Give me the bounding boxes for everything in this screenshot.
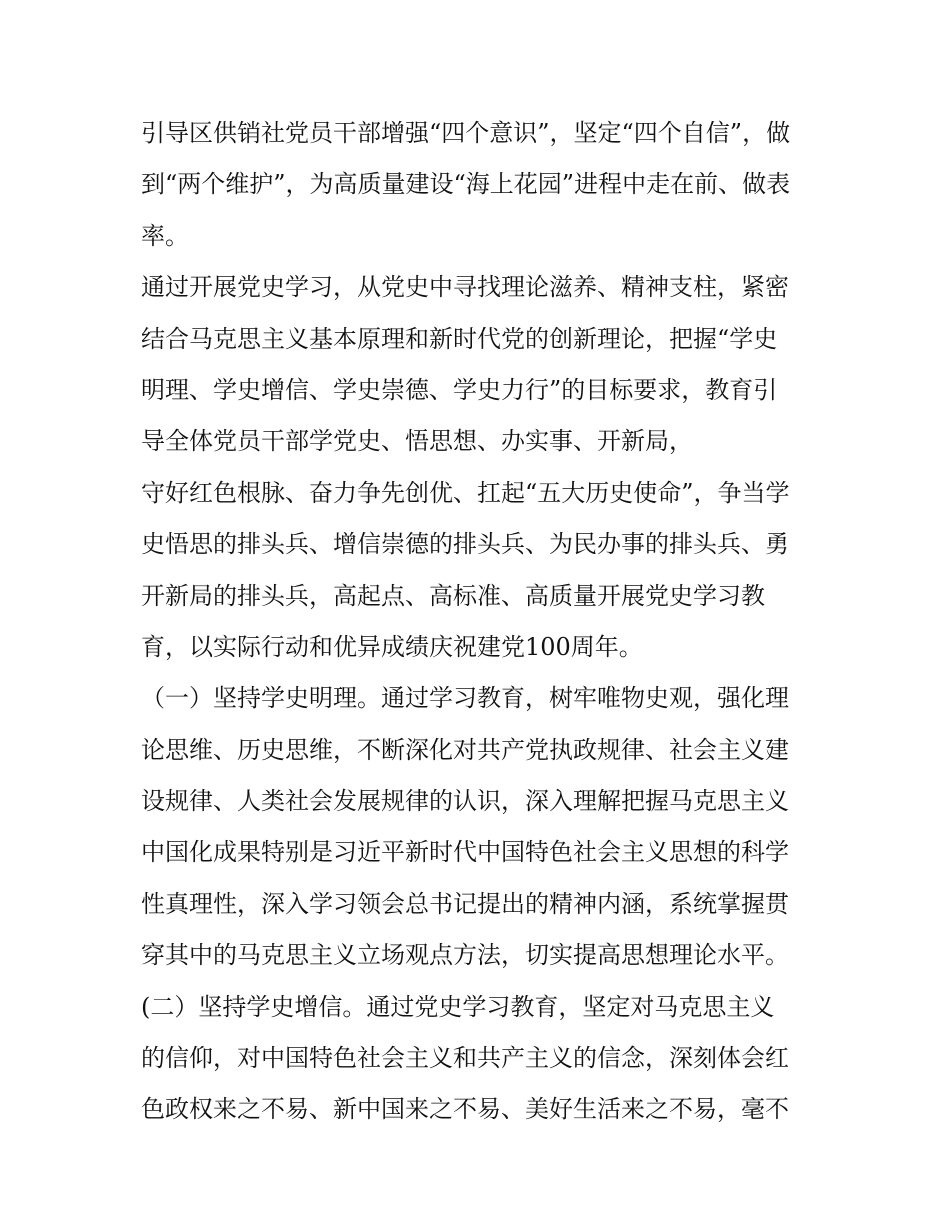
document-body	[141, 108, 821, 1136]
text-line: 设规律、人类社会发展规律的认识，深入理解把握马克思主义	[141, 787, 789, 816]
text-line: （一）坚持学史明理。通过学习教育，树牢唯物史观，强化理	[141, 684, 789, 713]
text-line: 结合马克思主义基本原理和新时代党的创新理论，把握“学史	[141, 324, 778, 353]
text-line: 史悟思的排头兵、增信崇德的排头兵、为民办事的排头兵、勇	[141, 530, 789, 559]
text-line: 育，以实际行动和优异成绩庆祝建党100周年。	[141, 632, 643, 661]
text-line: 中国化成果特别是习近平新时代中国特色社会主义思想的科学	[141, 838, 789, 867]
text-line: 的信仰，对中国特色社会主义和共产主义的信念，深刻体会红	[141, 1044, 789, 1073]
text-line: 开新局的排头兵，高起点、高标准、高质量开展党史学习教	[141, 581, 765, 610]
text-line: 穿其中的马克思主义立场观点方法，切实提高思想理论水平。	[141, 941, 789, 970]
text-line: 明理、学史增信、学史崇德、学史力行”的目标要求，教育引	[141, 375, 778, 404]
text-line: 通过开展党史学习，从党史中寻找理论滋养、精神支柱，紧密	[141, 273, 789, 302]
text-line: 色政权来之不易、新中国来之不易、美好生活来之不易，毫不	[141, 1095, 789, 1124]
text-line: 到“两个维护”，为高质量建设“海上花园”进程中走在前、做表	[141, 170, 791, 199]
text-line: 引导区供销社党员干部增强“四个意识”，坚定“四个自信”，做	[141, 119, 791, 147]
text-line: 守好红色根脉、奋力争先创优、扛起“五大历史使命”，争当学	[141, 478, 790, 507]
text-line: (二）坚持学史增信。通过党史学习教育，坚定对马克思主义	[141, 992, 775, 1021]
text-line: 论思维、历史思维，不断深化对共产党执政规律、社会主义建	[141, 735, 789, 764]
text-line: 导全体党员干部学党史、悟思想、办实事、开新局，	[141, 427, 693, 456]
text-line: 率。	[141, 221, 189, 250]
text-line: 性真理性，深入学习领会总书记提出的精神内涵，系统掌握贯	[141, 889, 789, 918]
